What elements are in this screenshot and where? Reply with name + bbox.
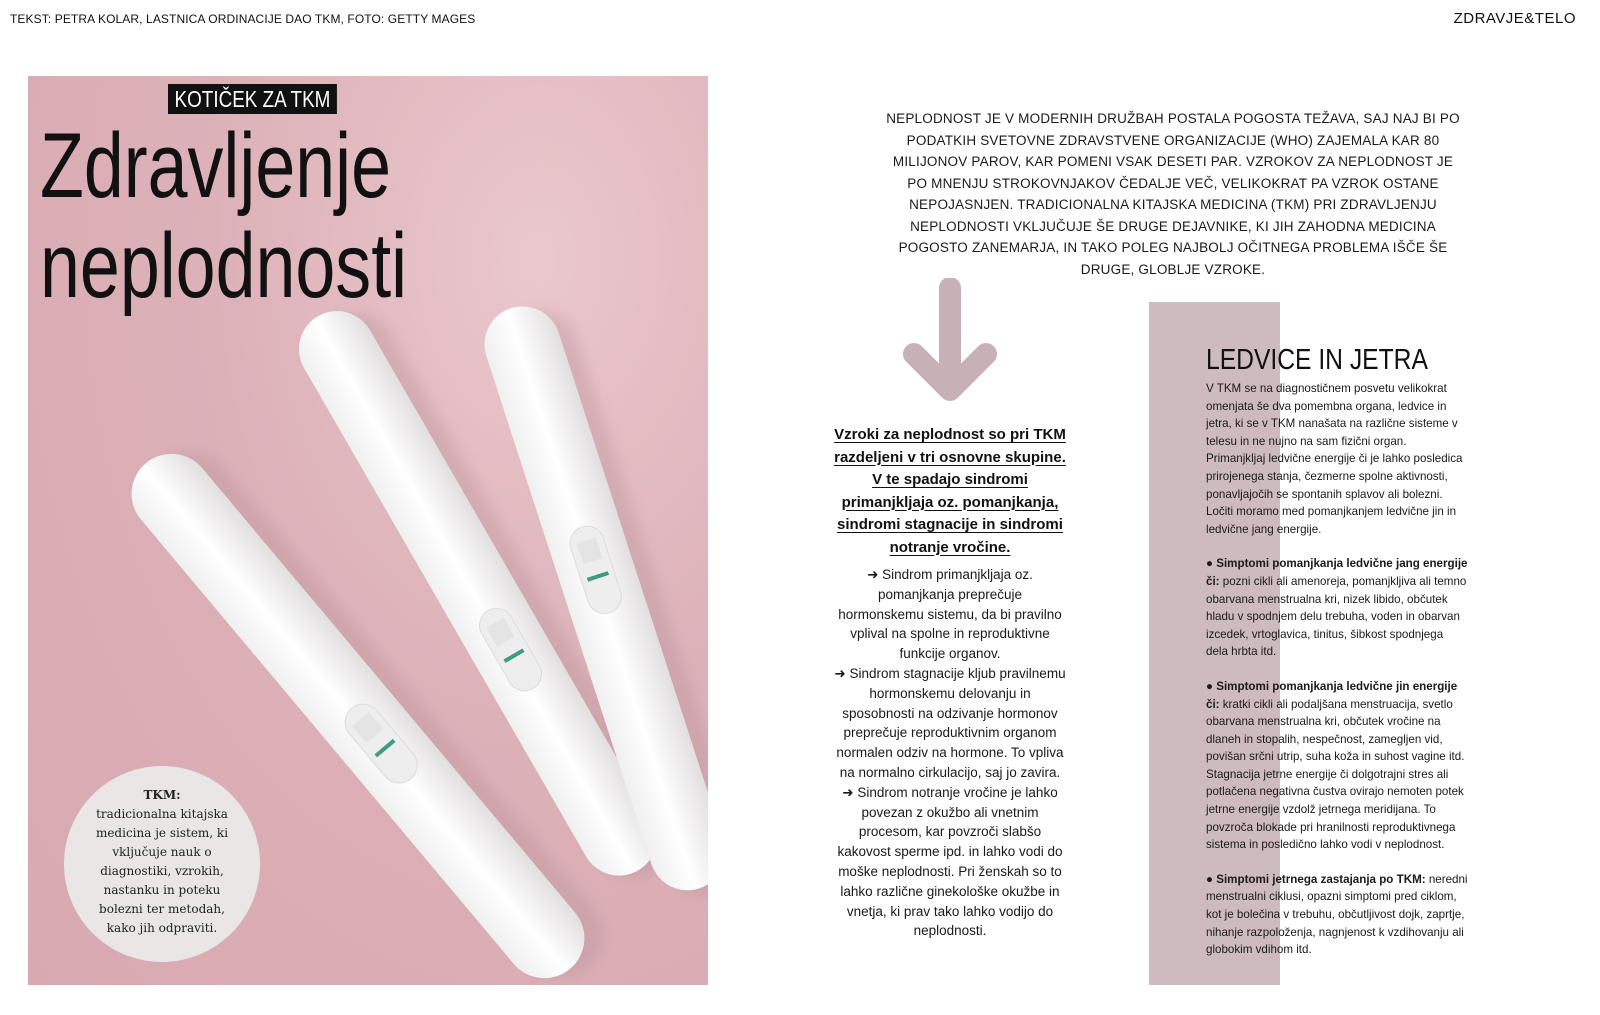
sidebar-paragraph-2: Ločiti moramo med pomanjkanjem ledvične jin in ledvične jang energije.: [1206, 505, 1457, 536]
kicker-label: KOTIČEK ZA TKM: [168, 84, 337, 114]
bubble-heading: TKM:: [143, 788, 181, 802]
title-line-1: Zdravljenje: [40, 115, 391, 217]
causes-lead: Vzroki za neplodnost so pri TKM razdeljeni v tri osnovne skupine. V te spadajo sindromi primanjkljaja oz. pomanjkanja, sindromi stagnacije in sindromi notranje vročine.: [834, 426, 1066, 556]
bullet-deficiency: ➜ Sindrom primanjkljaja oz. pomanjkanja preprečuje hormonskemu sistemu, da bi pravilno vplival na spolne in reproduktivne funkcije organov.: [838, 567, 1062, 662]
bullet-stagnation: ➜ Sindrom stagnacije kljub pravilnemu hormonskemu delovanju in sposobnosti na odzivanje hormonov preprečuje reproduktivnim organom normalen odziv na hormone. To vpliva na normalno cirkulacijo, saj jo zavira.: [834, 665, 1066, 780]
symptoms-liver-text: neredni menstrualni ciklusi, opazni simptomi pred ciklom, kot je bolečina v trebuhu, občutljivost dojk, zaprtje, nihanje razpoloženja, nagnjenost k vzdihovanju ali globokim vdihom itd.: [1206, 872, 1468, 957]
sidebar-paragraph-1: V TKM se na diagnostičnem posvetu velikokrat omenjata še dva pomembna organa, ledvice in jetra, ki se v TKM nanašata na različne sisteme v telesu in ne nujno na sam fizični organ. Primanjkljaj ledvične energije či je lahko posledica prirojenega stanja, čezmerne spolne aktivnosti, ponavljajočih se spontanih splavov ali bolezni.: [1206, 382, 1463, 501]
photo-credit: TEKST: PETRA KOLAR, LASTNICA ORDINACIJE DAO TKM, FOTO: GETTY MAGES: [10, 12, 476, 26]
title-line-2: neplodnosti: [40, 215, 408, 317]
sidebar-kidneys-liver: [1206, 340, 1468, 959]
article-title: [40, 116, 407, 316]
symptoms-yin-deficiency: [1206, 678, 1468, 854]
symptoms-yin-text: kratki cikli ali podaljšana menstruacija, svetlo obarvana menstrualna kri, občutek vročine na dlaneh in stopalih, nespečnost, zamegljen vid, povišan srčni utrip, suha koža in suhost vagine itd. Stagnacija jetrne energije či dolgotrajni stres ali potlačena negativna čustva ovirajo nemoten potek jetrne energije vzdolž jetrnega meridijana. To povzroča blokade pri hranilnosti reproduktivnega sistema in posledično lahko vodi v neplodnost.: [1206, 697, 1465, 852]
symptoms-yang-deficiency: [1206, 555, 1468, 661]
definition-bubble: [64, 766, 260, 962]
intro-paragraph: NEPLODNOST JE V MODERNIH DRUŽBAH POSTALA POGOSTA TEŽAVA, SAJ NAJ BI PO PODATKIH SVETOVNE ZDRAVSTVENE ORGANIZACIJE (WHO) ZAJEMALA KAR 80 MILIJONOV PAROV, KAR POMENI VSAK DESETI PAR. VZROKOV ZA NEPLODNOST JE PO MNENJU STROKOVNJAKOV ČEDALJE VEČ, VELIKOKRAT PA VZROK OSTANE NEPOJASNJEN. TRADICIONALNA KITAJSKA MEDICINA (TKM) PRI ZDRAVLJENJU NEPLODNOSTI VKLJUČUJE ŠE DRUGE DEJAVNIKE, KI JIH ZAHODNA MEDICINA POGOSTO ZANEMARJA, IN TAKO POLEG NAJBOLJ OČITNEGA PROBLEMA IŠČE ŠE DRUGE, GLOBLJE VZROKE.: [886, 111, 1460, 277]
symptoms-yang-label: ● Simptomi pomanjkanja ledvične jang energije či:: [1206, 557, 1468, 588]
hero-photo: [28, 76, 708, 985]
symptoms-liver-stagnation: [1206, 871, 1468, 959]
bubble-body: tradicionalna kitajska medicina je sistem, ki vključuje nauk o diagnostiki, vzrokih, nastanku in poteku bolezni ter metodah, kako jih odpraviti.: [95, 807, 229, 935]
symptoms-liver-label: ● Simptomi jetrnega zastajanja po TKM:: [1206, 872, 1426, 886]
causes-column: [834, 424, 1066, 941]
arrow-down-icon: [900, 278, 1000, 410]
sidebar-heading: LEDVICE IN JETRA: [1206, 344, 1428, 376]
section-name: ZDRAVJE&TELO: [1453, 10, 1576, 27]
symptoms-yin-label: ● Simptomi pomanjkanja ledvične jin energije či:: [1206, 679, 1458, 711]
symptoms-yang-text: pozni cikli ali amenoreja, pomanjkljiva ali temno obarvana menstrualna kri, nizek libido, občutek hladu v spodnjem delu trebuha, voden in obarvan izcedek, vrtoglavica, tinitus, šibkost spodnjega dela hrbta itd.: [1206, 574, 1467, 659]
bullet-heat: ➜ Sindrom notranje vročine je lahko povezan z okužbo ali vnetnim procesom, kar povzroči slabšo kakovost sperme ipd. in lahko vodi do moške neplodnosti. Pri ženskah so to lahko različne ginekološke okužbe in vnetja, ki prav tako lahko vodijo do neplodnosti.: [837, 784, 1063, 939]
